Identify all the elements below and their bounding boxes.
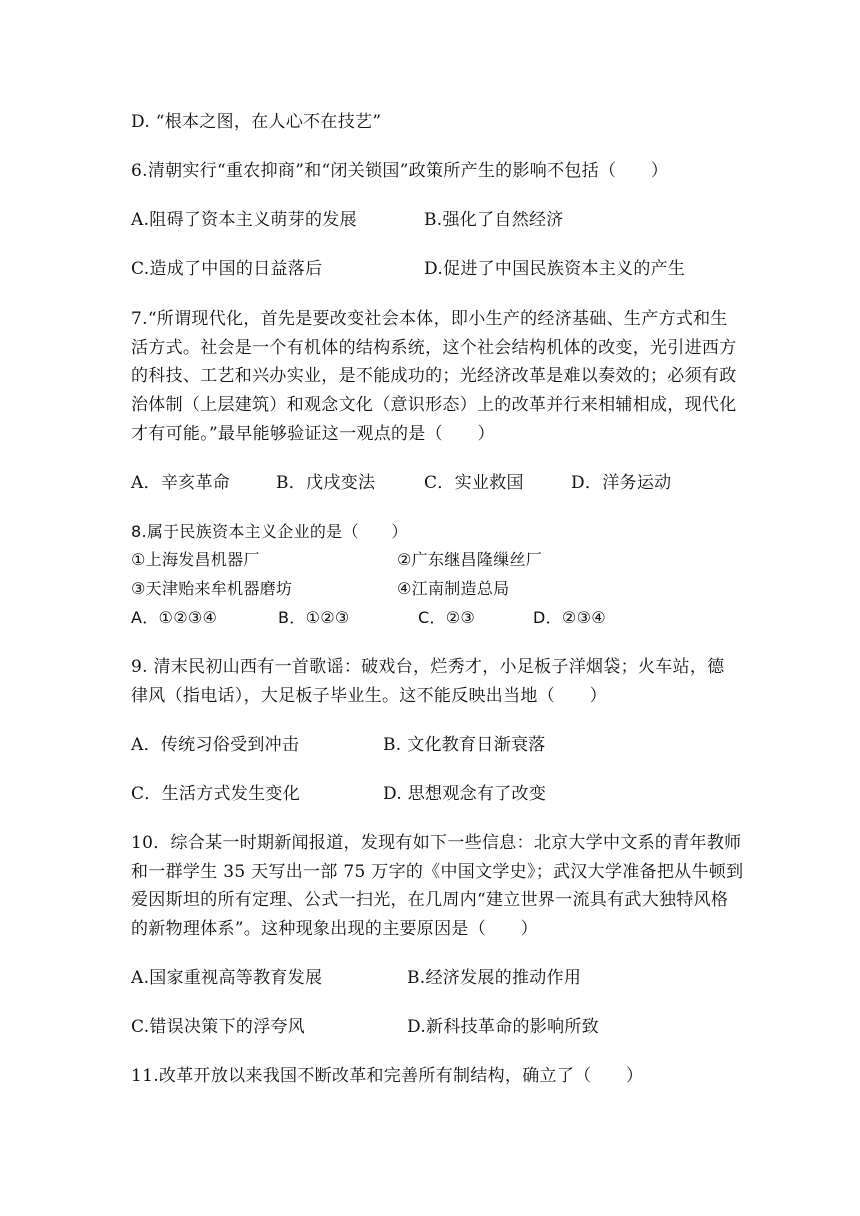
q7-stem-line: 活方式。社会是一个有机体的结构系统，这个社会结构机体的改变，光引进西方 (131, 338, 737, 358)
q10-stem-line: 的新物理体系”。这种现象出现的主要原因是（ ） (131, 919, 538, 939)
q8-item: ②广东继昌隆缫丝厂 (397, 550, 543, 569)
q8-item: ①上海发昌机器厂 (131, 550, 260, 569)
q9-option-b: B. 文化教育日渐衰落 (383, 735, 546, 755)
q8-item: ④江南制造总局 (397, 579, 510, 598)
q5-option-d: D. “根本之图，在人心不在技艺” (131, 112, 382, 132)
q8-option-a: A．①②③④ (131, 608, 218, 627)
q9-stem-line: 律风（指电话），大足板子毕业生。这不能反映出当地（ ） (131, 686, 607, 706)
q10-stem-line: 和一群学生 35 天写出一部 75 万字的《中国文学史》；武汉大学准备把从牛顿到 (131, 862, 744, 882)
q6-option-d: D.促进了中国民族资本主义的产生 (424, 259, 686, 279)
q6-option-a: A.阻碍了资本主义萌芽的发展 (131, 210, 357, 230)
q7-stem-line: 治体制（上层建筑）和观念文化（意识形态）上的改革并行来相辅相成，现代化 (131, 395, 737, 415)
q10-option-c: C.错误决策下的浮夸风 (131, 1017, 306, 1037)
q7-option-d: D．洋务运动 (571, 473, 672, 493)
q9-option-c: C．生活方式发生变化 (131, 784, 301, 804)
q7-option-a: A．辛亥革命 (131, 473, 231, 493)
q6-stem: 6.清朝实行“重农抑商”和“闭关锁国”政策所产生的影响不包括（ ） (131, 161, 669, 181)
q7-option-b: B．戊戌变法 (276, 473, 376, 493)
q8-option-c: C．②③ (418, 608, 476, 627)
q9-stem-line: 9. 清末民初山西有一首歌谣：破戏台，烂秀才，小足板子洋烟袋；火车站，德 (131, 657, 725, 677)
q10-stem-line: 爱因斯坦的所有定理、公式一扫光，在几周内“建立世界一流具有武大独特风格 (131, 890, 729, 910)
q10-option-d: D.新科技革命的影响所致 (407, 1017, 600, 1037)
q7-option-c: C．实业救国 (424, 473, 524, 493)
q6-option-c: C.造成了中国的日益落后 (131, 259, 323, 279)
q7-stem-line: 的科技、工艺和兴办实业，是不能成功的；光经济改革是难以奏效的；必须有政 (131, 366, 737, 386)
q8-option-d: D．②③④ (533, 608, 606, 627)
q10-option-a: A.国家重视高等教育发展 (131, 968, 323, 988)
q10-stem-line: 10．综合某一时期新闻报道，发现有如下一些信息：北京大学中文系的青年教师 (131, 833, 742, 853)
q8-item: ③天津贻来牟机器磨坊 (131, 579, 293, 598)
q7-stem-line: 7.“所谓现代化，首先是要改变社会本体，即小生产的经济基础、生产方式和生 (131, 309, 728, 329)
q11-stem: 11.改革开放以来我国不断改革和完善所有制结构，确立了（ ） (131, 1066, 644, 1086)
q9-option-d: D. 思想观念有了改变 (383, 784, 547, 804)
q9-option-a: A．传统习俗受到冲击 (131, 735, 300, 755)
q10-option-b: B.经济发展的推动作用 (407, 968, 582, 988)
q8-option-b: B．①②③ (278, 608, 350, 627)
q6-option-b: B.强化了自然经济 (424, 210, 564, 230)
q8-stem: 8.属于民族资本主义企业的是（ ） (131, 522, 408, 541)
q7-stem-line: 才有可能。”最早能够验证这一观点的是（ ） (131, 424, 495, 444)
